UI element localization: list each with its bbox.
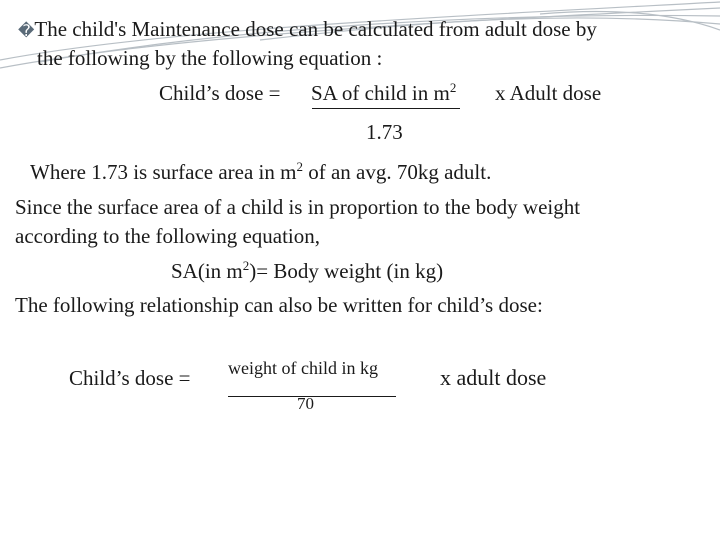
equation-2-rhs: x adult dose (440, 365, 547, 390)
sa-text-end: )= Body weight (in kg) (249, 259, 444, 283)
equation-2-numerator: weight of child in kg (228, 358, 378, 378)
bullet-icon: � (18, 21, 35, 40)
equation-2-denominator: 70 (297, 394, 314, 413)
since-line-2: according to the following equation, (15, 224, 321, 248)
equation-2-lhs: Child’s dose = (69, 366, 191, 390)
since-line-1: Since the surface area of a child is in proportion to the body weight (15, 195, 581, 219)
equation-1-rhs: x Adult dose (495, 81, 602, 105)
sa-equation (171, 258, 444, 283)
where-line (30, 159, 492, 184)
equation-1-numerator-text: SA of child in m (311, 81, 450, 105)
sa-text: SA(in m (171, 259, 243, 283)
equation-1-exponent: 2 (449, 80, 457, 95)
relationship-line: The following relationship can also be written for child’s dose: (15, 293, 543, 317)
intro-paragraph-line-1 (18, 19, 597, 40)
equation-1-numerator (311, 80, 457, 105)
equation-1-lhs: Child’s dose = (159, 81, 281, 105)
where-text-end: of an avg. 70kg adult. (302, 160, 492, 184)
equation-1-fraction-bar (312, 108, 460, 109)
intro-paragraph-line-2: the following by the following equation : (37, 46, 383, 70)
sa-exponent: 2 (242, 258, 250, 273)
intro-text-1: The child's Maintenance dose can be calculated from adult dose by (34, 17, 597, 41)
where-text: Where 1.73 is surface area in m (30, 160, 297, 184)
equation-1-denominator: 1.73 (366, 120, 403, 144)
where-exponent: 2 (296, 159, 303, 174)
